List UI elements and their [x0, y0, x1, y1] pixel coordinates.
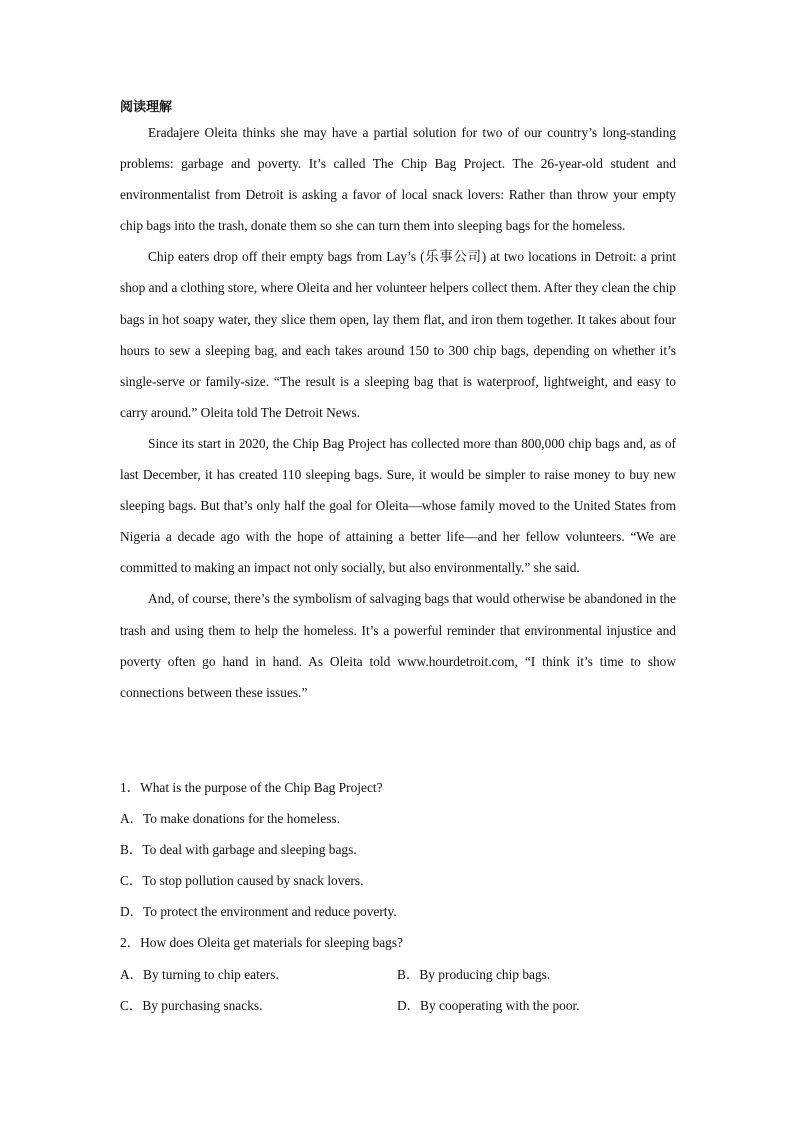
passage-paragraph-4: And, of course, there’s the symbolism of salvaging bags that would otherwise be abandoned in the trash and using them to help the homeless. It’s a powerful reminder that environmental injustice and poverty often go hand in hand. As Oleita told www.hourdetroit.com, “I think it’s time to show connections between these issues.” — [120, 591, 676, 700]
question-2-option-a: A．By turning to chip eaters. — [120, 966, 279, 982]
question-2-options-row-1 — [120, 959, 676, 990]
question-1-option-d: D．To protect the environment and reduce poverty. — [120, 904, 397, 920]
passage-paragraph-1: Eradajere Oleita thinks she may have a partial solution for two of our country’s long-standing problems: garbage and poverty. It’s called The Chip Bag Project. The 26-year-old student and environmentalist from Detroit is asking a favor of local snack lovers: Rather than throw your empty chip bags into the trash, donate them so she can turn them into sleeping bags for the homeless. — [120, 125, 676, 234]
question-1-option-a: A．To make donations for the homeless. — [120, 811, 340, 827]
question-2-options-row-2 — [120, 990, 676, 1021]
passage-paragraph-3: Since its start in 2020, the Chip Bag Project has collected more than 800,000 chip bags and, as of last December, it has created 110 sleeping bags. Sure, it would be simpler to raise money to buy new sleeping bags. But that’s only half the goal for Oleita—whose family moved to the United States from Nigeria a decade ago with the hope of attaining a better life—and her fellow volunteers. “We are committed to making an impact not only socially, but also environmentally.” she said. — [120, 435, 676, 576]
reading-passage — [120, 117, 676, 708]
questions-section — [120, 772, 676, 1021]
question-1-stem: 1．What is the purpose of the Chip Bag Project? — [120, 780, 383, 795]
passage-paragraph-2: Chip eaters drop off their empty bags from Lay’s (乐事公司) at two locations in Detroit: a print shop and a clothing store, where Oleita and her volunteer helpers collect them. After they clean the chip bags in hot soapy water, they slice them open, lay them flat, and iron them together. It takes about four hours to sew a sleeping bag, and each takes around 150 to 300 chip bags, depending on whether it’s single-serve or family-size. “The result is a sleeping bag that is waterproof, lightweight, and easy to carry around.” Oleita told The Detroit News. — [120, 249, 676, 420]
question-2-option-d: D．By cooperating with the poor. — [397, 997, 580, 1013]
question-2-stem: 2．How does Oleita get materials for sleeping bags? — [120, 935, 403, 951]
question-1-option-b: B．To deal with garbage and sleeping bags. — [120, 842, 357, 858]
question-2-option-c: C．By purchasing snacks. — [120, 997, 263, 1013]
question-2-option-b: B．By producing chip bags. — [397, 966, 551, 982]
question-1-option-c: C．To stop pollution caused by snack lovers. — [120, 873, 364, 889]
section-title: 阅读理解 — [120, 100, 173, 115]
